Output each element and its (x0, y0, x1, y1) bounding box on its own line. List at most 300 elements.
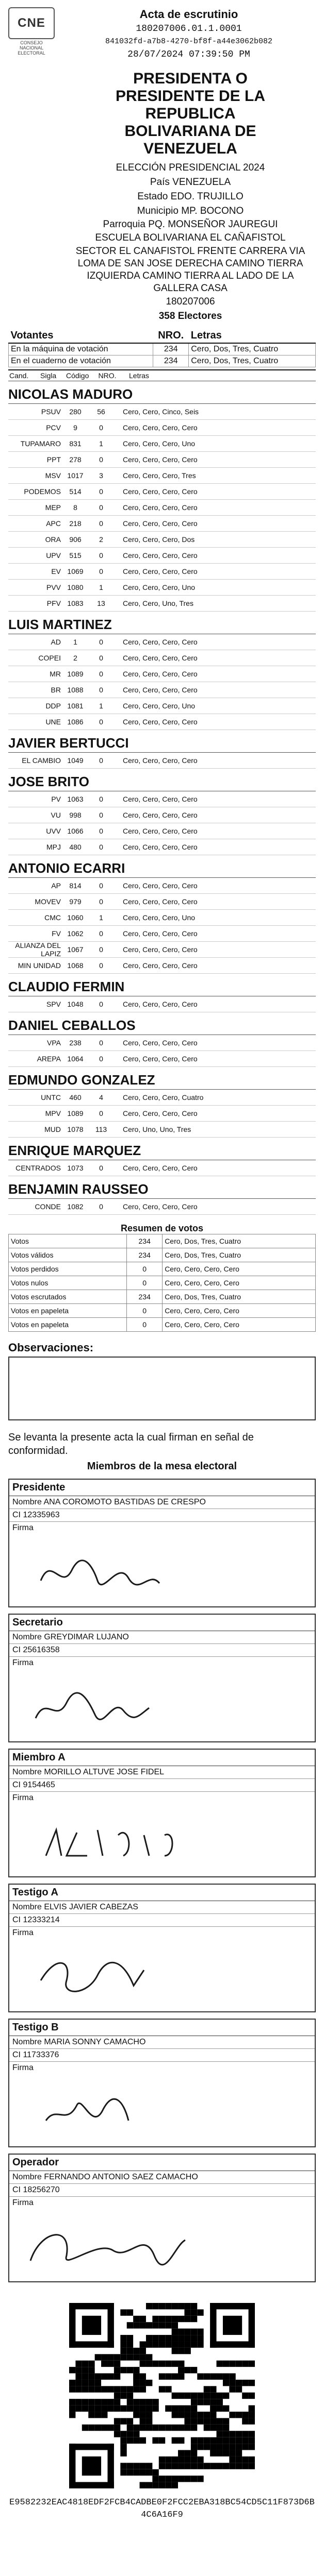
cne-seal: CNE (8, 7, 55, 39)
party-votes-letters: Cero, Cero, Cero, Cero (123, 1164, 198, 1172)
qr-finder (69, 2444, 114, 2450)
qr-module (204, 2437, 210, 2444)
candidate-name: ENRIQUE MARQUEZ (8, 1143, 316, 1160)
qr-module (82, 2374, 88, 2380)
party-votes: 0 (99, 811, 103, 819)
signature-area (9, 1939, 315, 2011)
qr-module (82, 2405, 88, 2412)
qr-module (242, 2437, 248, 2444)
qr-module (165, 2341, 171, 2347)
qr-module (159, 2316, 165, 2322)
party-votes-letters: Cero, Cero, Cero, Cero (123, 811, 198, 819)
qr-module (140, 2322, 146, 2328)
qr-module (101, 2361, 107, 2367)
party-sigla: PODEMOS (24, 487, 61, 496)
party-code: 1 (73, 638, 77, 646)
qr-module (159, 2425, 165, 2431)
qr-module (120, 2386, 126, 2392)
party-votes-letters: Cero, Cero, Uno, Tres (123, 599, 193, 607)
qr-module (210, 2374, 216, 2380)
qr-module (197, 2399, 203, 2405)
qr-module (152, 2322, 158, 2328)
vote-summary-title: Resumen de votos (120, 1223, 204, 1233)
party-votes-letters: Cero, Cero, Cero, Cero (123, 1000, 198, 1008)
party-row (8, 1051, 316, 1067)
member-ci: CI 18256270 (9, 2184, 315, 2197)
col-codigo: Código (66, 371, 89, 380)
qr-module (127, 2405, 133, 2412)
qr-module (75, 2399, 82, 2405)
party-votes-letters: Cero, Cero, Cero, Cero (123, 1202, 198, 1211)
qr-module (127, 2399, 133, 2405)
party-sigla: SPV (46, 1000, 61, 1008)
qr-module (210, 2418, 216, 2424)
party-votes: 0 (99, 503, 103, 512)
party-votes: 3 (99, 471, 103, 480)
qr-module (146, 2354, 152, 2360)
party-votes: 0 (99, 882, 103, 890)
qr-module (178, 2361, 184, 2367)
party-sigla: AP (51, 882, 61, 890)
cne-logo-subtitle: CONSEJO NACIONAL ELECTORAL (18, 40, 45, 56)
party-code: 814 (69, 882, 82, 890)
qr-module (223, 2374, 229, 2380)
qr-module (249, 2456, 255, 2463)
member-signature-label: Firma (12, 1658, 34, 1667)
party-votes-letters: Cero, Cero, Cero, Uno (123, 439, 196, 448)
qr-module (197, 2418, 203, 2424)
election-name: ELECCIÓN PRESIDENCIAL 2024 (116, 162, 265, 173)
qr-module (133, 2399, 139, 2405)
party-code: 1086 (67, 718, 84, 726)
qr-module (172, 2329, 178, 2335)
party-row (8, 926, 316, 942)
member-ci: CI 12335963 (9, 1509, 315, 1522)
qr-module (172, 2303, 178, 2309)
qr-module (114, 2405, 120, 2412)
qr-module (223, 2361, 229, 2367)
member-name: Nombre ANA COROMOTO BASTIDAS DE CRESPO (9, 1496, 315, 1509)
qr-module (127, 2309, 133, 2315)
qr-module (242, 2412, 248, 2418)
qr-module (172, 2405, 178, 2412)
member-role: Testigo A (9, 1885, 315, 1901)
signature-stroke (41, 1962, 144, 1991)
qr-module (172, 2456, 178, 2463)
qr-module (127, 2431, 133, 2437)
qr-module (249, 2361, 255, 2367)
party-row (8, 823, 316, 839)
party-votes-letters: Cero, Cero, Cero, Cero (123, 423, 198, 432)
qr-module (178, 2374, 184, 2380)
summary-letters: Cero, Cero, Cero, Cero (163, 1262, 316, 1276)
qr-module (249, 2418, 255, 2424)
qr-module (114, 2354, 120, 2360)
qr-module (197, 2463, 203, 2469)
title-line-2: PRESIDENTE DE LA (115, 88, 266, 105)
qr-module (217, 2418, 223, 2424)
qr-module (146, 2380, 152, 2386)
qr-module (204, 2444, 210, 2450)
qr-module (178, 2303, 184, 2309)
qr-module (191, 2393, 197, 2399)
party-code: 238 (69, 1039, 82, 1047)
qr-module (95, 2354, 101, 2360)
qr-module (204, 2399, 210, 2405)
qr-module (127, 2367, 133, 2373)
qr-module (236, 2412, 242, 2418)
summary-number: 0 (127, 1304, 163, 1318)
party-code: 1082 (67, 1202, 84, 1211)
qr-module (146, 2463, 152, 2469)
signature-area (9, 1804, 315, 1876)
qr-module (204, 2374, 210, 2380)
qr-module (152, 2316, 158, 2322)
party-code: 2 (73, 654, 77, 662)
qr-module (197, 2437, 203, 2444)
summary-label: Votos válidos (9, 1248, 127, 1262)
qr-module (69, 2405, 75, 2412)
title-line-3: REPUBLICA (145, 105, 236, 122)
elector-count: 358 Electores (158, 311, 222, 321)
title-block (8, 70, 316, 324)
voters-header-label: Votantes (9, 329, 153, 343)
qr-module (236, 2386, 242, 2392)
qr-finder (82, 2316, 101, 2335)
qr-module (165, 2482, 171, 2488)
qr-module (120, 2348, 126, 2354)
qr-module (178, 2329, 184, 2335)
qr-module (140, 2316, 146, 2322)
qr-module (133, 2374, 139, 2380)
qr-module (159, 2322, 165, 2328)
party-sigla: AD (51, 638, 61, 646)
candidate-group (8, 860, 316, 974)
qr-module (204, 2393, 210, 2399)
party-code: 514 (69, 487, 82, 496)
qr-module (120, 2405, 126, 2412)
qr-module (184, 2476, 190, 2482)
qr-module (114, 2386, 120, 2392)
party-votes: 1 (99, 439, 103, 448)
qr-module (236, 2361, 242, 2367)
party-code: 278 (69, 455, 82, 464)
qr-module (88, 2399, 94, 2405)
vote-summary-table (8, 1234, 316, 1332)
qr-module (184, 2309, 190, 2315)
party-code: 1063 (67, 795, 84, 803)
table-row (9, 1276, 316, 1290)
member-name: Nombre FERNANDO ANTONIO SAEZ CAMACHO (9, 2171, 315, 2184)
qr-module (178, 2476, 184, 2482)
members-title: Miembros de la mesa electoral (87, 1461, 237, 1472)
qr-module (172, 2335, 178, 2341)
party-votes: 0 (99, 1000, 103, 1008)
party-table-header (8, 369, 316, 381)
qr-module (120, 2341, 126, 2347)
party-code: 1066 (67, 827, 84, 835)
qr-module (95, 2374, 101, 2380)
party-votes-letters: Cero, Cero, Cero, Cero (123, 1109, 198, 1117)
qr-module (217, 2450, 223, 2456)
qr-module (107, 2354, 114, 2360)
qr-module (178, 2348, 184, 2354)
party-votes: 2 (99, 535, 103, 544)
party-sigla: FV (52, 929, 61, 938)
qr-module (184, 2425, 190, 2431)
party-votes-letters: Cero, Cero, Cero, Cero (123, 897, 198, 906)
party-row (8, 791, 316, 807)
candidate-name: BENJAMIN RAUSSEO (8, 1181, 316, 1199)
party-code: 1089 (67, 1109, 84, 1117)
qr-module (249, 2437, 255, 2444)
member-role: Presidente (9, 1480, 315, 1496)
party-votes: 0 (99, 686, 103, 694)
qr-module (127, 2386, 133, 2392)
party-votes-letters: Cero, Cero, Cero, Cero (123, 686, 198, 694)
party-votes: 0 (99, 961, 103, 970)
party-votes-letters: Cero, Cero, Cero, Cero (123, 670, 198, 678)
candidate-group (8, 979, 316, 1012)
voters-header-letters: Letras (189, 329, 316, 343)
handwritten-signature (9, 2209, 315, 2281)
qr-module (165, 2335, 171, 2341)
qr-module (165, 2374, 171, 2380)
member-block (8, 1614, 316, 1742)
party-sigla: VU (51, 811, 61, 819)
school-address: SECTOR EL CANAFISTOL FRENTE CARRERA VIA LOMA DE SAN JOSE DERECHA CAMINO TIERRA IZQUIERDA CAMINO TIERRA AL LADO DE LA GALLERA CASA (75, 246, 305, 294)
qr-module (172, 2463, 178, 2469)
member-role: Miembro A (9, 1750, 315, 1766)
party-sigla: MPV (45, 1109, 61, 1117)
cne-logo (8, 7, 55, 54)
qr-module (191, 2425, 197, 2431)
qr-module (159, 2335, 165, 2341)
qr-module (88, 2361, 94, 2367)
party-row (8, 1090, 316, 1106)
qr-module (191, 2463, 197, 2469)
qr-module (133, 2412, 139, 2418)
qr-module (191, 2405, 197, 2412)
party-row (8, 878, 316, 894)
qr-module (210, 2425, 216, 2431)
qr-module (95, 2380, 101, 2386)
qr-module (133, 2469, 139, 2476)
table-row (9, 1248, 316, 1262)
qr-module (178, 2425, 184, 2431)
qr-module (172, 2374, 178, 2380)
party-code: 8 (73, 503, 77, 512)
qr-module (152, 2303, 158, 2309)
party-sigla: MPJ (46, 843, 61, 851)
qr-module (133, 2380, 139, 2386)
qr-module (210, 2393, 216, 2399)
qr-module (165, 2316, 171, 2322)
voters-table (8, 329, 316, 367)
qr-module (120, 2418, 126, 2424)
qr-module (210, 2450, 216, 2456)
qr-module (191, 2399, 197, 2405)
qr-module (217, 2399, 223, 2405)
qr-module (223, 2450, 229, 2456)
qr-module (152, 2482, 158, 2488)
qr-module (107, 2386, 114, 2392)
party-code: 1081 (67, 702, 84, 710)
party-code: 280 (69, 408, 82, 416)
member-block (8, 1884, 316, 2012)
party-row (8, 996, 316, 1012)
party-votes: 0 (99, 638, 103, 646)
member-signature-label: Firma (12, 1523, 34, 1532)
party-sigla: MOVEV (35, 897, 61, 906)
qr-finder (69, 2444, 75, 2488)
party-votes: 0 (99, 1039, 103, 1047)
party-row (8, 839, 316, 855)
state: Estado EDO. TRUJILLO (137, 191, 244, 202)
qr-finder (82, 2456, 101, 2476)
party-sigla: PVV (46, 583, 61, 591)
qr-module (140, 2374, 146, 2380)
party-votes: 0 (99, 1055, 103, 1063)
qr-module (249, 2444, 255, 2450)
summary-label: Votos en papeleta (9, 1304, 127, 1318)
qr-module (184, 2341, 190, 2347)
qr-module (88, 2367, 94, 2373)
party-sigla: EL CAMBIO (22, 756, 61, 765)
party-votes-letters: Cero, Cero, Cinco, Seis (123, 408, 199, 416)
party-votes-letters: Cero, Cero, Cero, Cero (123, 455, 198, 464)
qr-module (165, 2425, 171, 2431)
qr-module (140, 2418, 146, 2424)
party-code: 480 (69, 843, 82, 851)
qr-module (242, 2393, 248, 2399)
qr-module (75, 2367, 82, 2373)
acta-uuid: 841032fd-a7b8-4270-bf8f-a44e3062b082 (105, 37, 273, 46)
table-row (9, 1304, 316, 1318)
qr-module (165, 2476, 171, 2482)
qr-module (178, 2412, 184, 2418)
qr-module (197, 2412, 203, 2418)
member-role: Testigo B (9, 2020, 315, 2036)
parish: Parroquia PQ. MONSEÑOR JAUREGUI (103, 219, 278, 230)
qr-module (107, 2374, 114, 2380)
observations-box (8, 1357, 316, 1420)
party-sigla: UNE (45, 718, 61, 726)
party-code: 1067 (67, 945, 84, 954)
party-votes: 4 (99, 1093, 103, 1101)
summary-letters: Cero, Dos, Tres, Cuatro (163, 1234, 316, 1248)
party-code: 1048 (67, 1000, 84, 1008)
qr-module (140, 2437, 146, 2444)
qr-code (69, 2303, 255, 2488)
qr-module (140, 2482, 146, 2488)
qr-module (184, 2418, 190, 2424)
party-votes: 0 (99, 718, 103, 726)
qr-module (249, 2463, 255, 2469)
member-ci: CI 12333214 (9, 1914, 315, 1927)
qr-module (217, 2405, 223, 2412)
summary-number: 0 (127, 1276, 163, 1290)
qr-module (223, 2393, 229, 2399)
party-votes-letters: Cero, Cero, Cero, Cero (123, 843, 198, 851)
col-sigla: Sigla (40, 371, 57, 380)
qr-module (140, 2341, 146, 2347)
qr-finder (210, 2341, 255, 2347)
qr-module (191, 2444, 197, 2450)
member-signature-label: Firma (12, 2198, 34, 2207)
handwritten-signature (9, 1939, 315, 2011)
qr-module (88, 2412, 94, 2418)
qr-module (140, 2399, 146, 2405)
conformity-notice: Se levanta la presente acta la cual firman en señal de conformidad. (8, 1432, 254, 1456)
qr-module (152, 2437, 158, 2444)
qr-module (95, 2399, 101, 2405)
qr-module (197, 2309, 203, 2315)
qr-module (172, 2482, 178, 2488)
party-code: 515 (69, 551, 82, 560)
qr-module (101, 2425, 107, 2431)
qr-finder (210, 2303, 255, 2309)
party-votes-letters: Cero, Cero, Cero, Tres (123, 471, 196, 480)
qr-module (172, 2393, 178, 2399)
qr-module (184, 2463, 190, 2469)
qr-finder (249, 2303, 255, 2348)
voters-row-letters: Cero, Dos, Tres, Cuatro (189, 343, 316, 355)
summary-label: Votos (9, 1234, 127, 1248)
qr-module (127, 2341, 133, 2347)
member-block (8, 1479, 316, 1607)
qr-module (69, 2386, 75, 2392)
party-votes: 113 (95, 1125, 107, 1133)
party-code: 1088 (67, 686, 84, 694)
qr-module (229, 2450, 235, 2456)
qr-module (210, 2386, 216, 2392)
qr-module (197, 2393, 203, 2399)
table-row (9, 343, 316, 355)
party-votes: 1 (99, 702, 103, 710)
qr-module (152, 2425, 158, 2431)
qr-module (178, 2393, 184, 2399)
party-row (8, 1160, 316, 1176)
party-votes-letters: Cero, Uno, Uno, Tres (123, 1125, 191, 1133)
voters-row-number: 234 (153, 343, 189, 355)
party-row (8, 807, 316, 823)
qr-module (146, 2469, 152, 2476)
qr-module (178, 2335, 184, 2341)
qr-module (159, 2386, 165, 2392)
member-role: Operador (9, 2155, 315, 2171)
qr-module (165, 2386, 171, 2392)
member-block (8, 2019, 316, 2147)
voters-row-label: En la máquina de votación (9, 343, 153, 355)
party-votes-letters: Cero, Cero, Cero, Cero (123, 756, 198, 765)
party-votes: 0 (99, 519, 103, 528)
party-sigla: PV (51, 795, 61, 803)
qr-module (75, 2405, 82, 2412)
party-votes: 1 (99, 913, 103, 922)
qr-module (178, 2463, 184, 2469)
qr-module (217, 2361, 223, 2367)
qr-module (249, 2405, 255, 2412)
qr-module (178, 2437, 184, 2444)
qr-module (242, 2361, 248, 2367)
qr-module (146, 2418, 152, 2424)
qr-module (229, 2456, 235, 2463)
qr-module (210, 2444, 216, 2450)
acta-hash: E9582232EAC4818EDF2FCB4CADBE0F2FCC2EBA318BC54CD5C11F873D6B4C6A16F9 (9, 2498, 315, 2520)
summary-letters: Cero, Cero, Cero, Cero (163, 1276, 316, 1290)
qr-module (229, 2437, 235, 2444)
